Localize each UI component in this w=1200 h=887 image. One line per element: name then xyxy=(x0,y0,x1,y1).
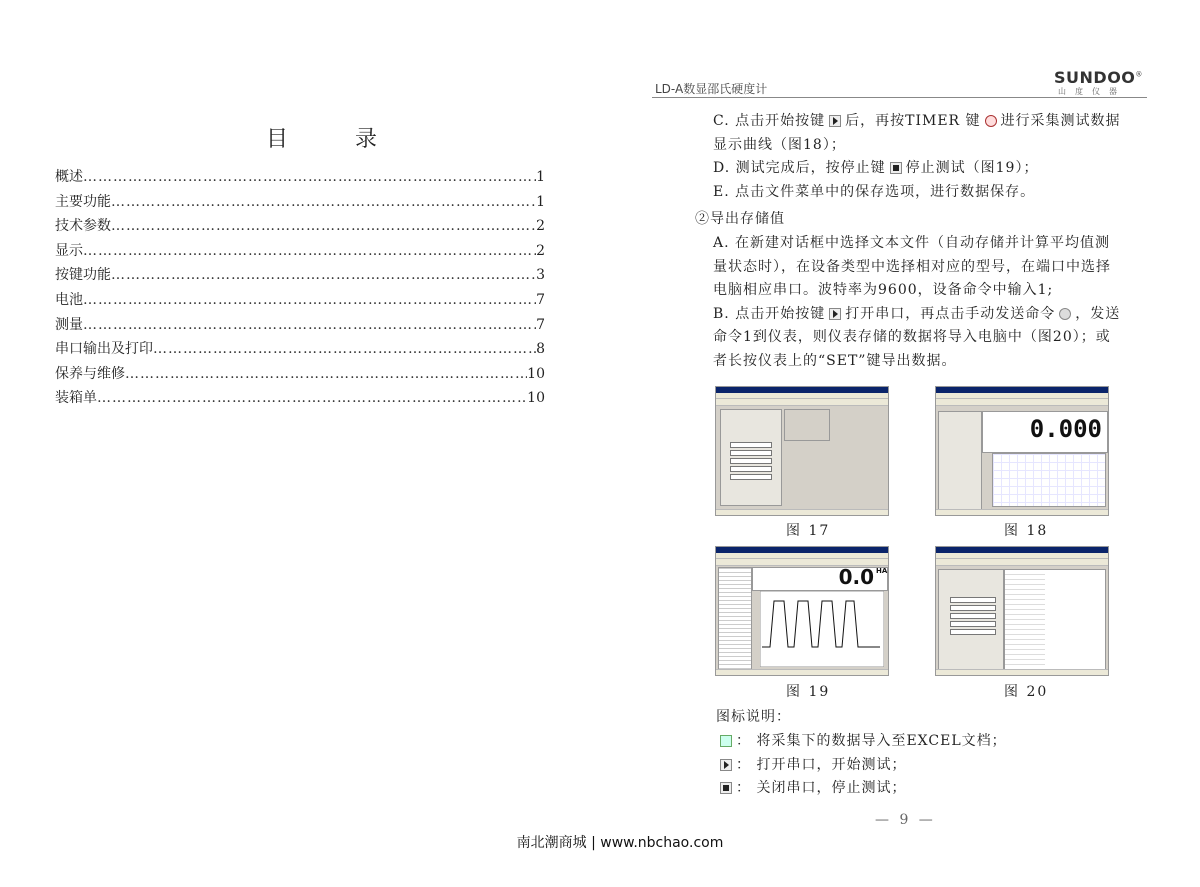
step-b-line2: 命令1到仪表，则仪表存储的数据将导入电脑中（图20）；或 xyxy=(713,329,1111,345)
play-icon xyxy=(720,759,732,771)
step-c-line1: C. 点击开始按键 后，再按TIMER 键 进行采集测试数据 xyxy=(713,113,1121,129)
step-a-line3: 电脑相应串口。波特率为9600，设备命令中输入1; xyxy=(713,282,1054,298)
legend-item: ： 打开串口，开始测试； xyxy=(716,754,1136,778)
export-steps xyxy=(713,232,1153,373)
page-number: — 9 — xyxy=(875,812,936,828)
toc-item[interactable]: 测量 …………………………………………………………………………………………………………………………………………………… 7 xyxy=(55,314,545,339)
toc-item[interactable]: 显示 …………………………………………………………………………………………………………………………………………………… 2 xyxy=(55,240,545,265)
fig19-reading: 0.0 xyxy=(838,565,874,589)
legend-title: 图标说明： xyxy=(716,709,791,725)
toc-item[interactable]: 主要功能 …………………………………………………………………………………………………………………………………………………… 1 xyxy=(55,191,545,216)
toc-item[interactable]: 装箱单 …………………………………………………………………………………………………………………………………………………… 10 xyxy=(55,387,545,412)
step-b-line3: 者长按仪表上的“SET”键导出数据。 xyxy=(713,352,957,369)
toc-item[interactable]: 技术参数 …………………………………………………………………………………………………………………………………………………… 2 xyxy=(55,215,545,240)
figure-20-caption: 图 20 xyxy=(1004,684,1049,700)
toc-item[interactable]: 概述 …………………………………………………………………………………………………………………………………………………… 1 xyxy=(55,166,545,191)
header-rule xyxy=(652,97,1147,98)
timer-icon xyxy=(985,115,997,127)
send-command-icon xyxy=(1059,308,1071,320)
step-d-line: D. 测试完成后，按停止键 停止测试（图19）； xyxy=(713,160,1039,176)
toc-title: 目 录 xyxy=(266,127,407,152)
fig19-unit: HA xyxy=(876,567,888,575)
step-c-line2: 显示曲线（图18）； xyxy=(713,136,846,153)
figure-17-screenshot xyxy=(715,386,889,516)
figure-18-screenshot xyxy=(935,386,1109,516)
stop-icon xyxy=(890,162,902,174)
legend-item: ： 关闭串口，停止测试； xyxy=(716,777,1136,801)
footer-site: 南北潮商城 | www.nbchao.com xyxy=(516,835,724,851)
figure-20-screenshot xyxy=(935,546,1109,676)
step-a-line2: 量状态时），在设备类型中选择相对应的型号，在端口中选择 xyxy=(713,258,1111,275)
section-heading: ②导出存储值 xyxy=(695,211,785,227)
toc-list xyxy=(55,166,545,412)
icon-legend xyxy=(716,730,1136,801)
step-e-line: E. 点击文件菜单中的保存选项，进行数据保存。 xyxy=(713,183,1036,200)
play-icon xyxy=(829,115,841,127)
instructions-block xyxy=(713,110,1153,204)
step-b-line1: B. 点击开始按键 打开串口，再点击手动发送命令 ，发送 xyxy=(713,305,1121,322)
figure-17-caption: 图 17 xyxy=(786,523,831,539)
toc-item[interactable]: 按键功能 …………………………………………………………………………………………………………………………………………………… 3 xyxy=(55,264,545,289)
step-a-line1: A. 在新建对话框中选择文本文件（自动存储并计算平均值测 xyxy=(713,235,1111,251)
brand-subtitle: 山度仪器 xyxy=(1058,87,1126,96)
legend-item: ： 将采集下的数据导入至EXCEL文档； xyxy=(716,730,1136,754)
header-doc-title: LD-A数显邵氏硬度计 xyxy=(655,82,768,96)
figure-19-screenshot xyxy=(715,546,889,676)
excel-export-icon xyxy=(720,735,732,747)
toc-item[interactable]: 保养与维修 …………………………………………………………………………………………………………………………………………………… 10 xyxy=(55,363,545,388)
figure-19-caption: 图 19 xyxy=(786,684,831,700)
toc-item[interactable]: 串口输出及打印 …………………………………………………………………………………………………………………………………………………… 8 xyxy=(55,338,545,363)
play-icon xyxy=(829,308,841,320)
stop-icon xyxy=(720,782,732,794)
brand-logo: SUNDOO® xyxy=(1054,68,1143,87)
figure-18-caption: 图 18 xyxy=(1004,523,1049,539)
fig19-curve-chart xyxy=(760,591,884,667)
fig18-reading: 0.000 xyxy=(1029,415,1102,443)
toc-item[interactable]: 电池 …………………………………………………………………………………………………………………………………………………… 7 xyxy=(55,289,545,314)
